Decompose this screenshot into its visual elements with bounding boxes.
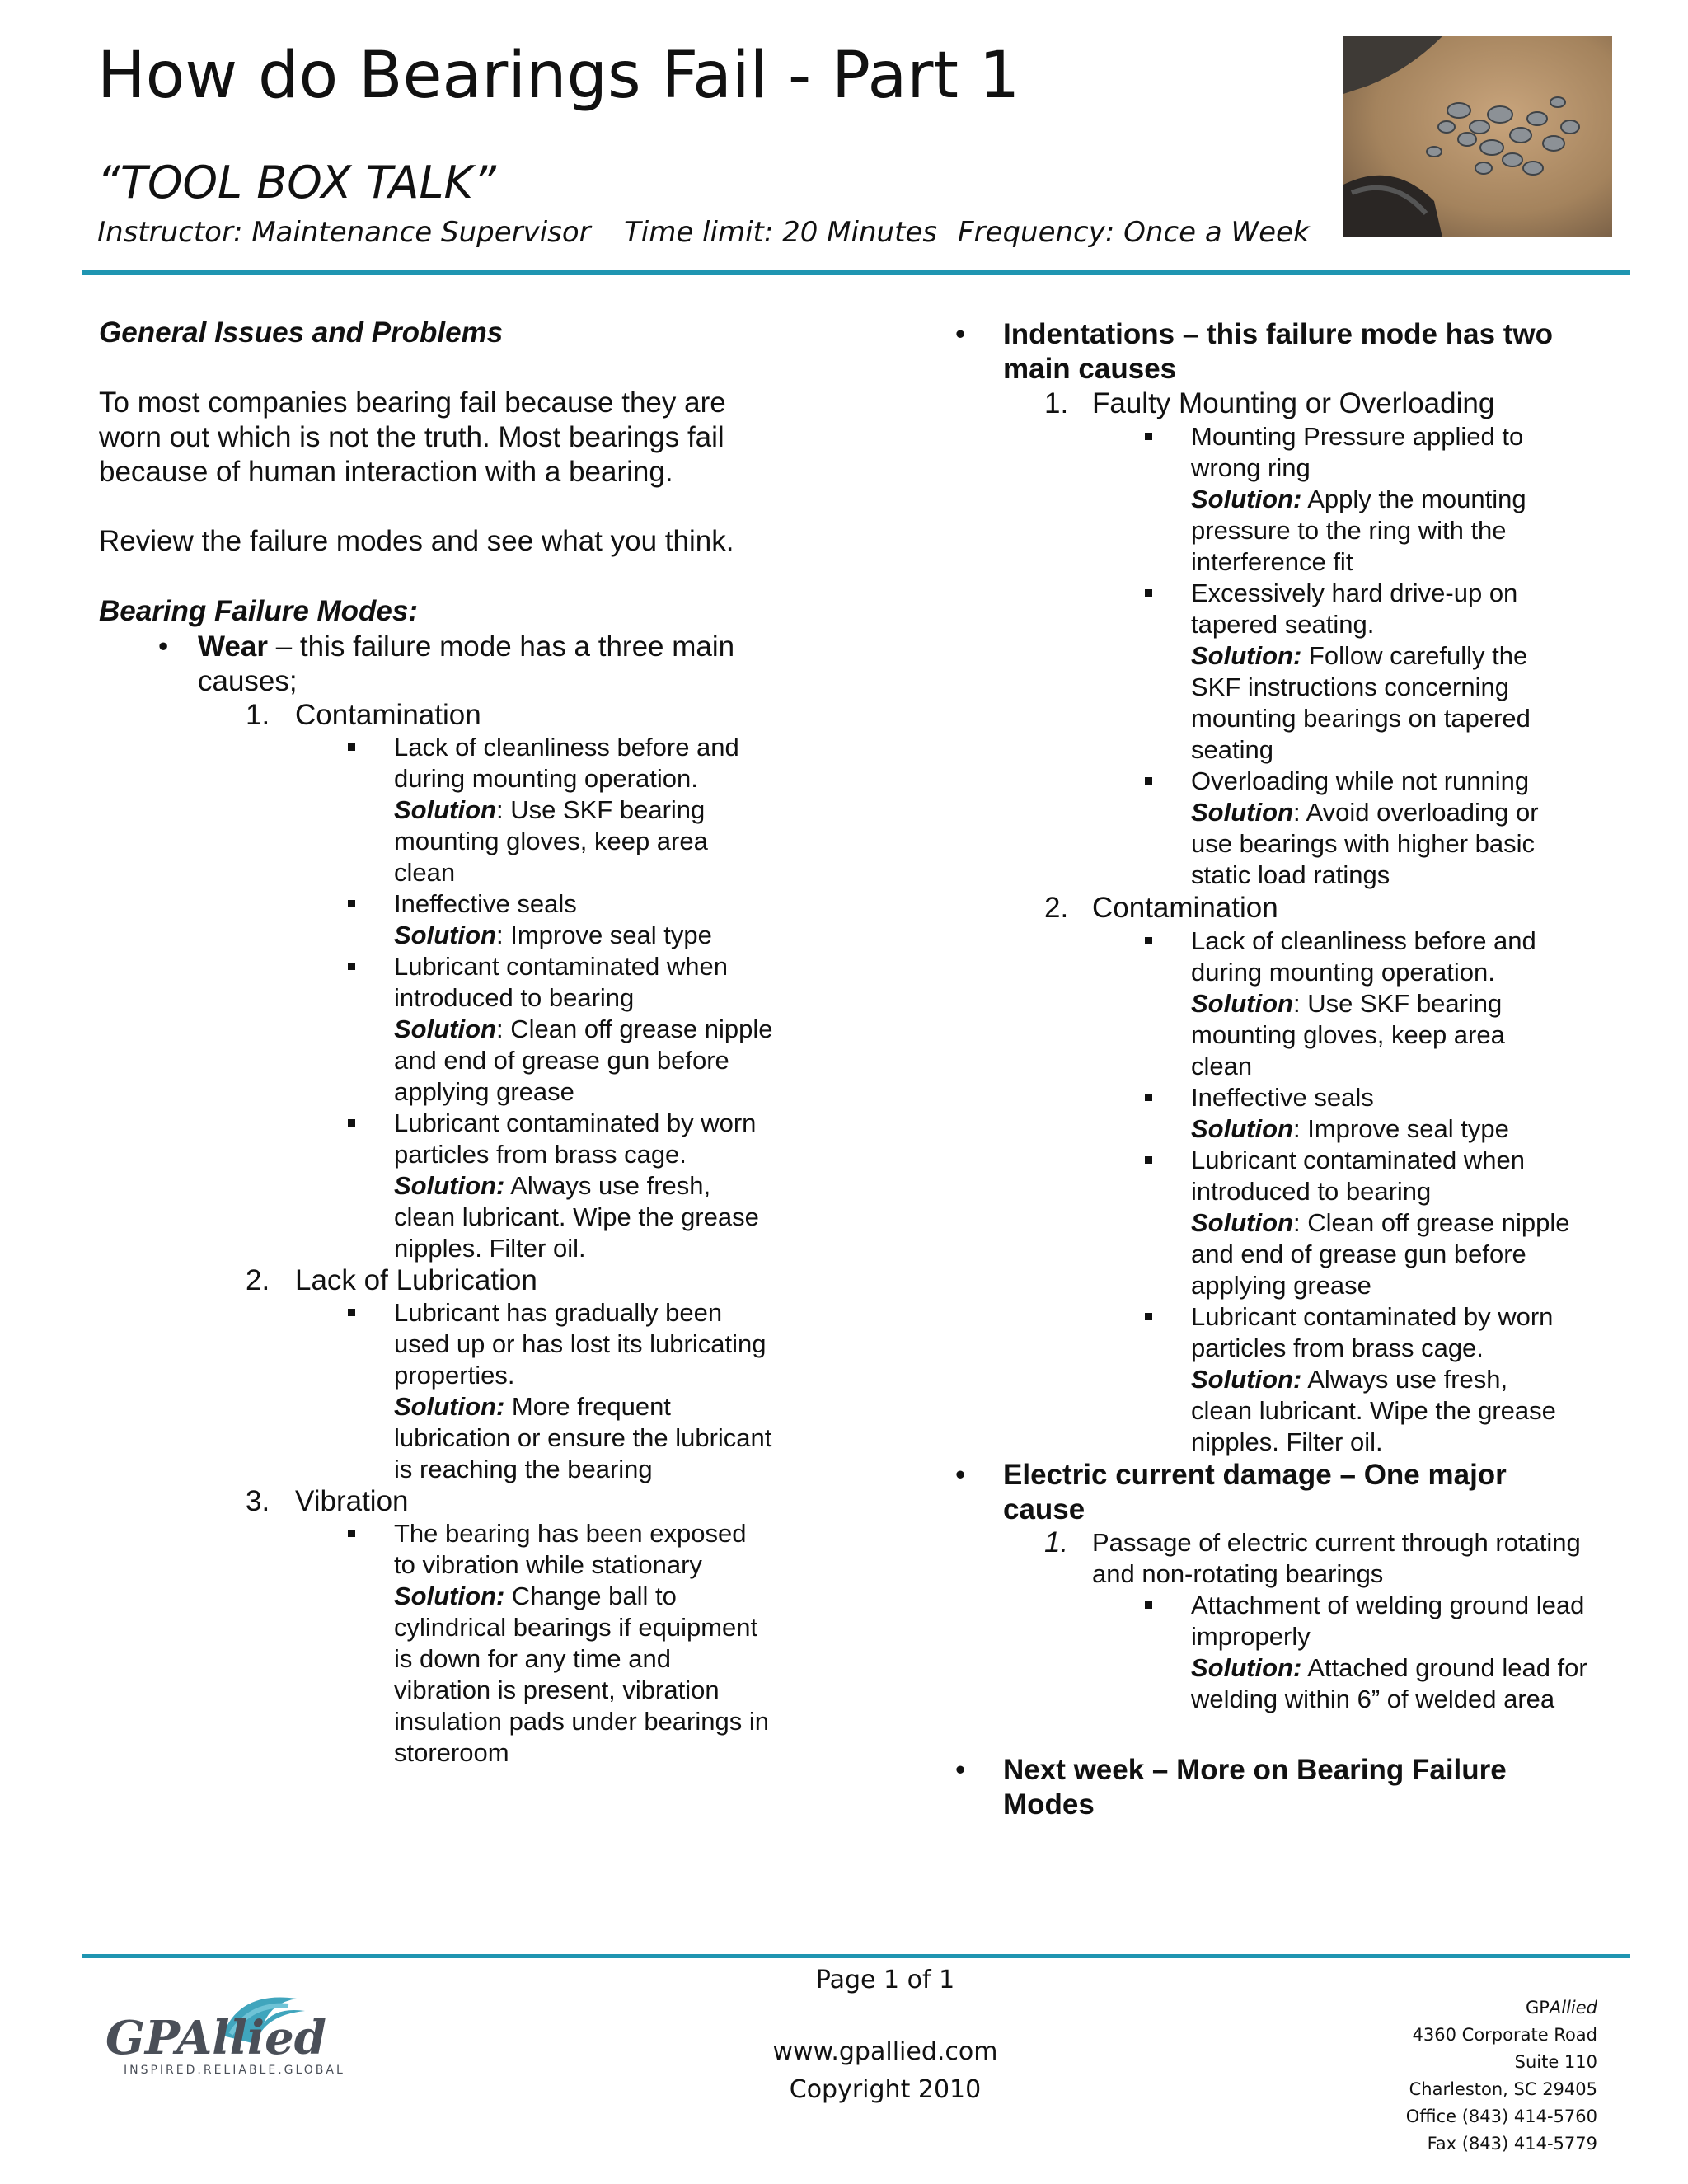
list-item	[944, 578, 1628, 766]
square-bullet-icon	[348, 1119, 355, 1127]
solution-text: : Improve seal type	[1292, 1114, 1509, 1143]
item-text: to vibration while stationary	[394, 1550, 702, 1579]
solution-text: vibration is present, vibration	[394, 1675, 720, 1704]
solution-label: Solution	[394, 795, 496, 824]
copyright-text: Copyright 2010	[789, 2075, 982, 2104]
bullet-icon: •	[158, 630, 169, 663]
solution-text: More frequent	[504, 1392, 671, 1421]
solution-text: : Improve seal type	[495, 921, 712, 949]
solution-label: Solution	[1191, 989, 1293, 1018]
website-link[interactable]: www.gpallied.com	[772, 2037, 998, 2066]
item-text: Ineffective seals	[394, 889, 577, 918]
company-address	[1406, 1994, 1597, 2158]
solution-text: : Avoid overloading or	[1292, 798, 1539, 827]
solution-label: Solution:	[1191, 641, 1302, 670]
indentations-heading: Indentations – this failure mode has two	[1003, 318, 1554, 350]
city-address: Charleston, SC 29405	[1409, 2079, 1597, 2099]
office-phone: Office (843) 414-5760	[1405, 2107, 1597, 2126]
square-bullet-icon	[348, 1530, 355, 1537]
right-column	[944, 317, 1628, 1822]
solution-text: mounting gloves, keep area	[394, 827, 708, 855]
solution-text: welding within 6” of welded area	[1191, 1685, 1555, 1713]
item-text: Lack of cleanliness before and	[1191, 926, 1536, 955]
item-label: Vibration	[295, 1485, 409, 1517]
solution-text: clean	[1191, 1052, 1253, 1080]
solution-text: nipples. Filter oil.	[394, 1234, 586, 1263]
item-label: Contamination	[1092, 892, 1278, 924]
intro-line: worn out which is not the truth. Most bearings fail	[99, 421, 724, 453]
square-bullet-icon	[1145, 433, 1152, 440]
list-item	[99, 1108, 824, 1264]
numbered-item	[99, 1485, 824, 1518]
frequency-text: Frequency: Once a Week	[958, 216, 1310, 249]
solution-text: use bearings with higher basic	[1191, 829, 1536, 858]
item-text: Mounting Pressure applied to	[1191, 422, 1524, 451]
solution-text: pressure to the ring with the	[1191, 516, 1507, 545]
list-item	[99, 1518, 824, 1769]
square-bullet-icon	[348, 743, 355, 751]
item-text: tapered seating.	[1191, 610, 1375, 639]
street-address: 4360 Corporate Road	[1412, 2025, 1597, 2045]
solution-text: interference fit	[1191, 547, 1353, 576]
numbered-item	[944, 387, 1628, 421]
item-text: Lack of cleanliness before and	[394, 733, 739, 762]
solution-text: cylindrical bearings if equipment	[394, 1613, 758, 1642]
solution-text: Always use fresh,	[1301, 1365, 1508, 1394]
intro-line: To most companies bearing fail because they are	[99, 387, 726, 419]
header-divider	[82, 270, 1630, 275]
failure-modes-heading: Bearing Failure Modes:	[99, 595, 419, 627]
solution-text: applying grease	[394, 1077, 574, 1106]
list-item	[944, 766, 1628, 891]
item-text: during mounting operation.	[1191, 958, 1495, 987]
item-text: Overloading while not running	[1191, 766, 1530, 795]
solution-text: : Clean off grease nipple	[1292, 1208, 1570, 1237]
square-bullet-icon	[1145, 777, 1152, 785]
indentations-heading: main causes	[1003, 353, 1177, 385]
wear-description: causes;	[198, 665, 298, 697]
page-title: How do Bearings Fail - Part 1	[97, 39, 1020, 113]
list-item	[944, 1145, 1628, 1301]
item-text: improperly	[1191, 1622, 1311, 1651]
item-text: particles from brass cage.	[394, 1140, 687, 1169]
general-issues-heading: General Issues and Problems	[99, 316, 504, 349]
solution-text: : Clean off grease nipple	[495, 1015, 773, 1043]
review-text: Review the failure modes and see what you think.	[99, 525, 734, 557]
solution-label: Solution:	[394, 1392, 505, 1421]
item-text: Lubricant contaminated by worn	[1191, 1302, 1554, 1331]
solution-text: Follow carefully the	[1301, 641, 1528, 670]
item-number: 2.	[1044, 892, 1069, 924]
solution-text: and end of grease gun before	[1191, 1240, 1526, 1268]
list-item	[99, 732, 824, 888]
solution-text: nipples. Filter oil.	[1191, 1427, 1383, 1456]
solution-text: and end of grease gun before	[394, 1046, 729, 1075]
solution-text: clean lubricant. Wipe the grease	[394, 1202, 759, 1231]
solution-text: seating	[1191, 735, 1273, 764]
solution-text: is down for any time and	[394, 1644, 672, 1673]
list-item	[944, 1590, 1628, 1715]
electric-bullet	[944, 1458, 1628, 1527]
solution-text: static load ratings	[1191, 860, 1390, 889]
solution-label: Solution:	[1191, 485, 1302, 513]
wear-label: Wear	[198, 630, 268, 663]
item-text: properties.	[394, 1361, 515, 1390]
intro-line: because of human interaction with a bearing.	[99, 456, 673, 488]
bullet-icon: •	[955, 318, 966, 350]
item-text: used up or has lost its lubricating	[394, 1329, 767, 1358]
solution-text: SKF instructions concerning	[1191, 673, 1509, 701]
time-limit-text: Time limit: 20 Minutes	[624, 216, 938, 249]
square-bullet-icon	[348, 900, 355, 907]
wear-description: – this failure mode has a three main	[267, 630, 735, 663]
list-item	[99, 951, 824, 1108]
logo-tagline: INSPIRED.RELIABLE.GLOBAL	[124, 2064, 345, 2077]
solution-label: Solution	[394, 921, 496, 949]
company-name: GPAllied	[1525, 1998, 1597, 2018]
list-item	[944, 1082, 1628, 1145]
item-text: particles from brass cage.	[1191, 1333, 1484, 1362]
item-text: Lubricant contaminated by worn	[394, 1108, 757, 1137]
solution-text: Change ball to	[504, 1582, 677, 1610]
solution-text: applying grease	[1191, 1271, 1372, 1300]
bullet-icon: •	[955, 1459, 966, 1491]
solution-label: Solution:	[394, 1582, 505, 1610]
solution-text: lubrication or ensure the lubricant	[394, 1423, 772, 1452]
numbered-item	[944, 891, 1628, 926]
square-bullet-icon	[1145, 1601, 1152, 1609]
logo-text: GPAllied	[106, 2011, 326, 2065]
bearing-debris-photo	[1343, 36, 1612, 237]
fax-number: Fax (843) 414-5779	[1427, 2134, 1597, 2154]
solution-text: storeroom	[394, 1738, 509, 1767]
solution-text: Always use fresh,	[504, 1171, 711, 1200]
solution-text: : Use SKF bearing	[495, 795, 706, 824]
wear-bullet	[99, 630, 824, 699]
item-number: 3.	[246, 1485, 270, 1517]
item-number: 2.	[246, 1264, 270, 1296]
item-text: introduced to bearing	[394, 983, 635, 1012]
solution-text: is reaching the bearing	[394, 1455, 653, 1483]
item-text: Excessively hard drive-up on	[1191, 579, 1518, 607]
numbered-item	[944, 1527, 1628, 1590]
indentations-bullet	[944, 317, 1628, 387]
numbered-item	[99, 699, 824, 732]
solution-text: : Use SKF bearing	[1292, 989, 1503, 1018]
solution-text: Attached ground lead for	[1301, 1653, 1587, 1682]
solution-label: Solution	[1191, 1208, 1293, 1237]
page-number: Page 1 of 1	[815, 1966, 955, 1994]
bullet-icon: •	[955, 1754, 966, 1786]
item-text: Lubricant contaminated when	[394, 952, 728, 981]
item-number: 1.	[1044, 387, 1069, 419]
item-number: 1.	[246, 699, 270, 731]
item-text: Attachment of welding ground lead	[1191, 1591, 1585, 1619]
page-subtitle: “TOOL BOX TALK”	[97, 157, 496, 209]
list-item	[944, 1301, 1628, 1458]
item-text: Lubricant contaminated when	[1191, 1146, 1525, 1174]
item-text: The bearing has been exposed	[394, 1519, 747, 1548]
item-label: Lack of Lubrication	[295, 1264, 537, 1296]
electric-heading: cause	[1003, 1493, 1085, 1526]
next-week-text: Modes	[1003, 1788, 1095, 1821]
item-text: introduced to bearing	[1191, 1177, 1432, 1206]
square-bullet-icon	[1145, 1156, 1152, 1164]
solution-label: Solution:	[1191, 1653, 1302, 1682]
solution-label: Solution	[1191, 1114, 1293, 1143]
square-bullet-icon	[348, 1309, 355, 1316]
square-bullet-icon	[1145, 1313, 1152, 1320]
solution-label: Solution	[1191, 798, 1293, 827]
item-text: during mounting operation.	[394, 764, 698, 793]
list-item	[99, 888, 824, 951]
electric-heading: Electric current damage – One major	[1003, 1459, 1507, 1491]
item-text: Lubricant has gradually been	[394, 1298, 723, 1327]
item-text: Ineffective seals	[1191, 1083, 1374, 1112]
square-bullet-icon	[1145, 937, 1152, 944]
footer-divider	[82, 1954, 1630, 1958]
square-bullet-icon	[348, 963, 355, 970]
next-week-text: Next week – More on Bearing Failure	[1003, 1754, 1507, 1786]
item-text: wrong ring	[1191, 453, 1311, 482]
item-label: Faulty Mounting or Overloading	[1092, 387, 1495, 419]
square-bullet-icon	[1145, 1094, 1152, 1101]
solution-label: Solution	[394, 1015, 496, 1043]
item-label: Passage of electric current through rotating	[1092, 1528, 1581, 1557]
list-item	[944, 421, 1628, 578]
solution-label: Solution:	[394, 1171, 505, 1200]
solution-text: Apply the mounting	[1301, 485, 1526, 513]
solution-label: Solution:	[1191, 1365, 1302, 1394]
item-label: and non-rotating bearings	[1092, 1559, 1384, 1588]
solution-text: clean lubricant. Wipe the grease	[1191, 1396, 1556, 1425]
list-item	[99, 1297, 824, 1485]
instructor-text: Instructor: Maintenance Supervisor	[97, 216, 591, 249]
suite-address: Suite 110	[1514, 2052, 1597, 2072]
item-number: 1.	[1044, 1526, 1069, 1558]
square-bullet-icon	[1145, 589, 1152, 597]
next-week-bullet	[944, 1753, 1628, 1822]
solution-text: mounting bearings on tapered	[1191, 704, 1531, 733]
numbered-item	[99, 1264, 824, 1297]
item-label: Contamination	[295, 699, 481, 731]
list-item	[944, 926, 1628, 1082]
solution-text: mounting gloves, keep area	[1191, 1020, 1505, 1049]
left-column	[99, 315, 824, 1769]
solution-text: insulation pads under bearings in	[394, 1707, 769, 1736]
solution-text: clean	[394, 858, 456, 887]
